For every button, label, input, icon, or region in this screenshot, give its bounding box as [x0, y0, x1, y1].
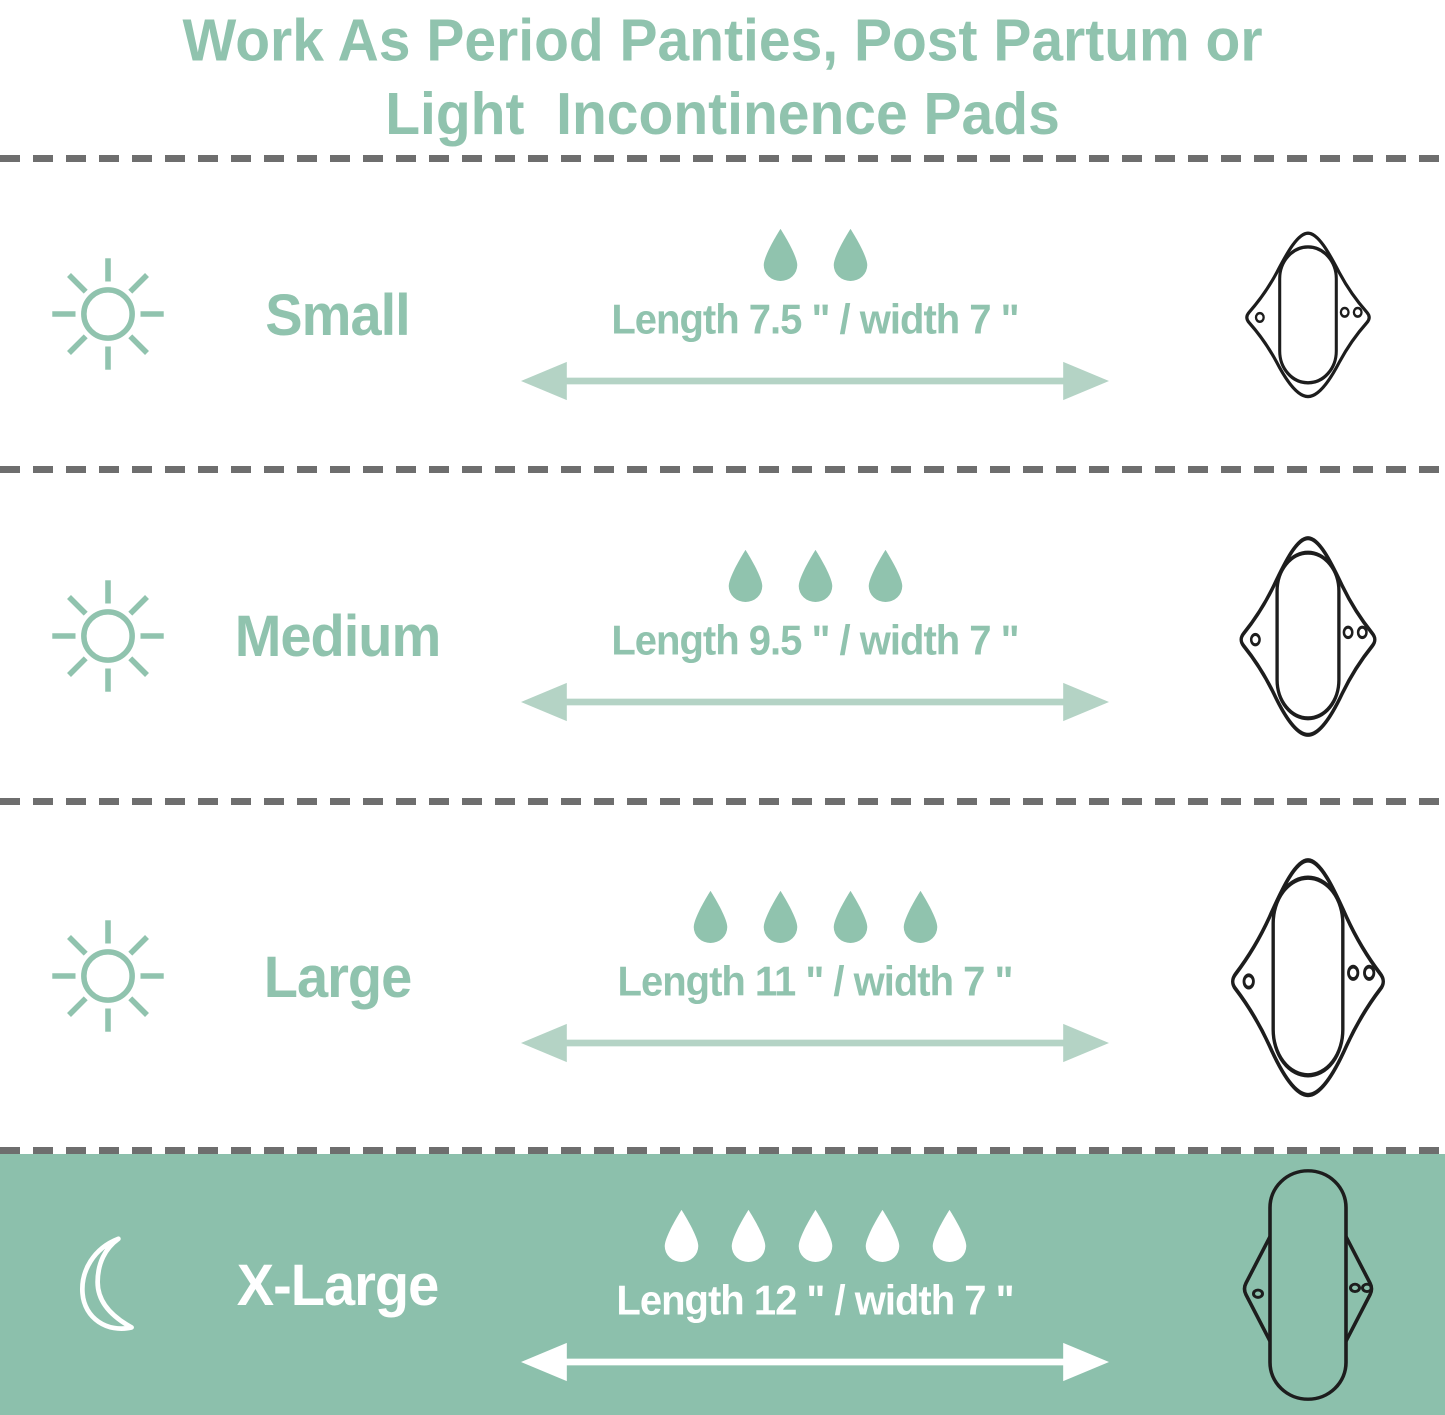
drop-icon — [759, 227, 802, 281]
drop-icon — [794, 548, 837, 602]
absorbency-drops — [724, 548, 907, 602]
drop-icon — [829, 889, 872, 943]
drop-icon — [861, 1208, 904, 1262]
sun-icon — [43, 249, 173, 379]
absorbency-drops — [689, 889, 942, 943]
dimension-text: Length 7.5 " / width 7 " — [611, 296, 1019, 343]
dimension-text: Length 9.5 " / width 7 " — [611, 617, 1019, 665]
daytime-indicator — [0, 249, 215, 379]
drop-icon — [689, 889, 732, 943]
pad-illustration-medium — [1170, 532, 1445, 739]
dimension-text: Length 11 " / width 7 " — [617, 958, 1013, 1005]
drop-icon — [660, 1208, 703, 1262]
absorbency-drops — [660, 1208, 971, 1262]
drop-icon — [759, 889, 802, 943]
sun-icon — [43, 571, 173, 701]
length-arrow-icon — [505, 360, 1125, 402]
drop-icon — [928, 1208, 971, 1262]
size-label: Large — [263, 942, 412, 1010]
size-row-xlarge — [0, 1154, 1445, 1415]
size-row-medium — [0, 473, 1445, 798]
daytime-indicator — [0, 571, 215, 701]
drop-icon — [899, 889, 942, 943]
size-label: Small — [265, 280, 410, 348]
title-line-1: Work As Period Panties, Post Partum or — [182, 7, 1263, 74]
size-row-small — [0, 162, 1445, 466]
dimension-text: Length 12 " / width 7 " — [616, 1277, 1014, 1325]
size-row-large — [0, 805, 1445, 1147]
absorbency-drops — [759, 227, 872, 281]
title-line-2: Light Incontinence Pads — [385, 80, 1060, 148]
nighttime-indicator — [0, 1233, 215, 1337]
dashed-divider — [0, 798, 1445, 805]
length-arrow-icon — [505, 1022, 1125, 1064]
dashed-divider — [0, 1147, 1445, 1154]
pad-illustration-xlarge — [1170, 1165, 1445, 1405]
drop-icon — [727, 1208, 770, 1262]
size-label: X-Large — [236, 1251, 439, 1318]
dashed-divider — [0, 466, 1445, 473]
infographic-title — [0, 0, 1445, 158]
drop-icon — [864, 548, 907, 602]
moon-icon — [75, 1233, 141, 1337]
pad-illustration-large — [1170, 853, 1445, 1100]
sun-icon — [43, 911, 173, 1041]
daytime-indicator — [0, 911, 215, 1041]
drop-icon — [794, 1208, 837, 1262]
size-label: Medium — [234, 602, 441, 669]
drop-icon — [724, 548, 767, 602]
pad-illustration-small — [1170, 228, 1445, 400]
length-arrow-icon — [505, 1341, 1125, 1383]
length-arrow-icon — [505, 681, 1125, 723]
drop-icon — [829, 227, 872, 281]
